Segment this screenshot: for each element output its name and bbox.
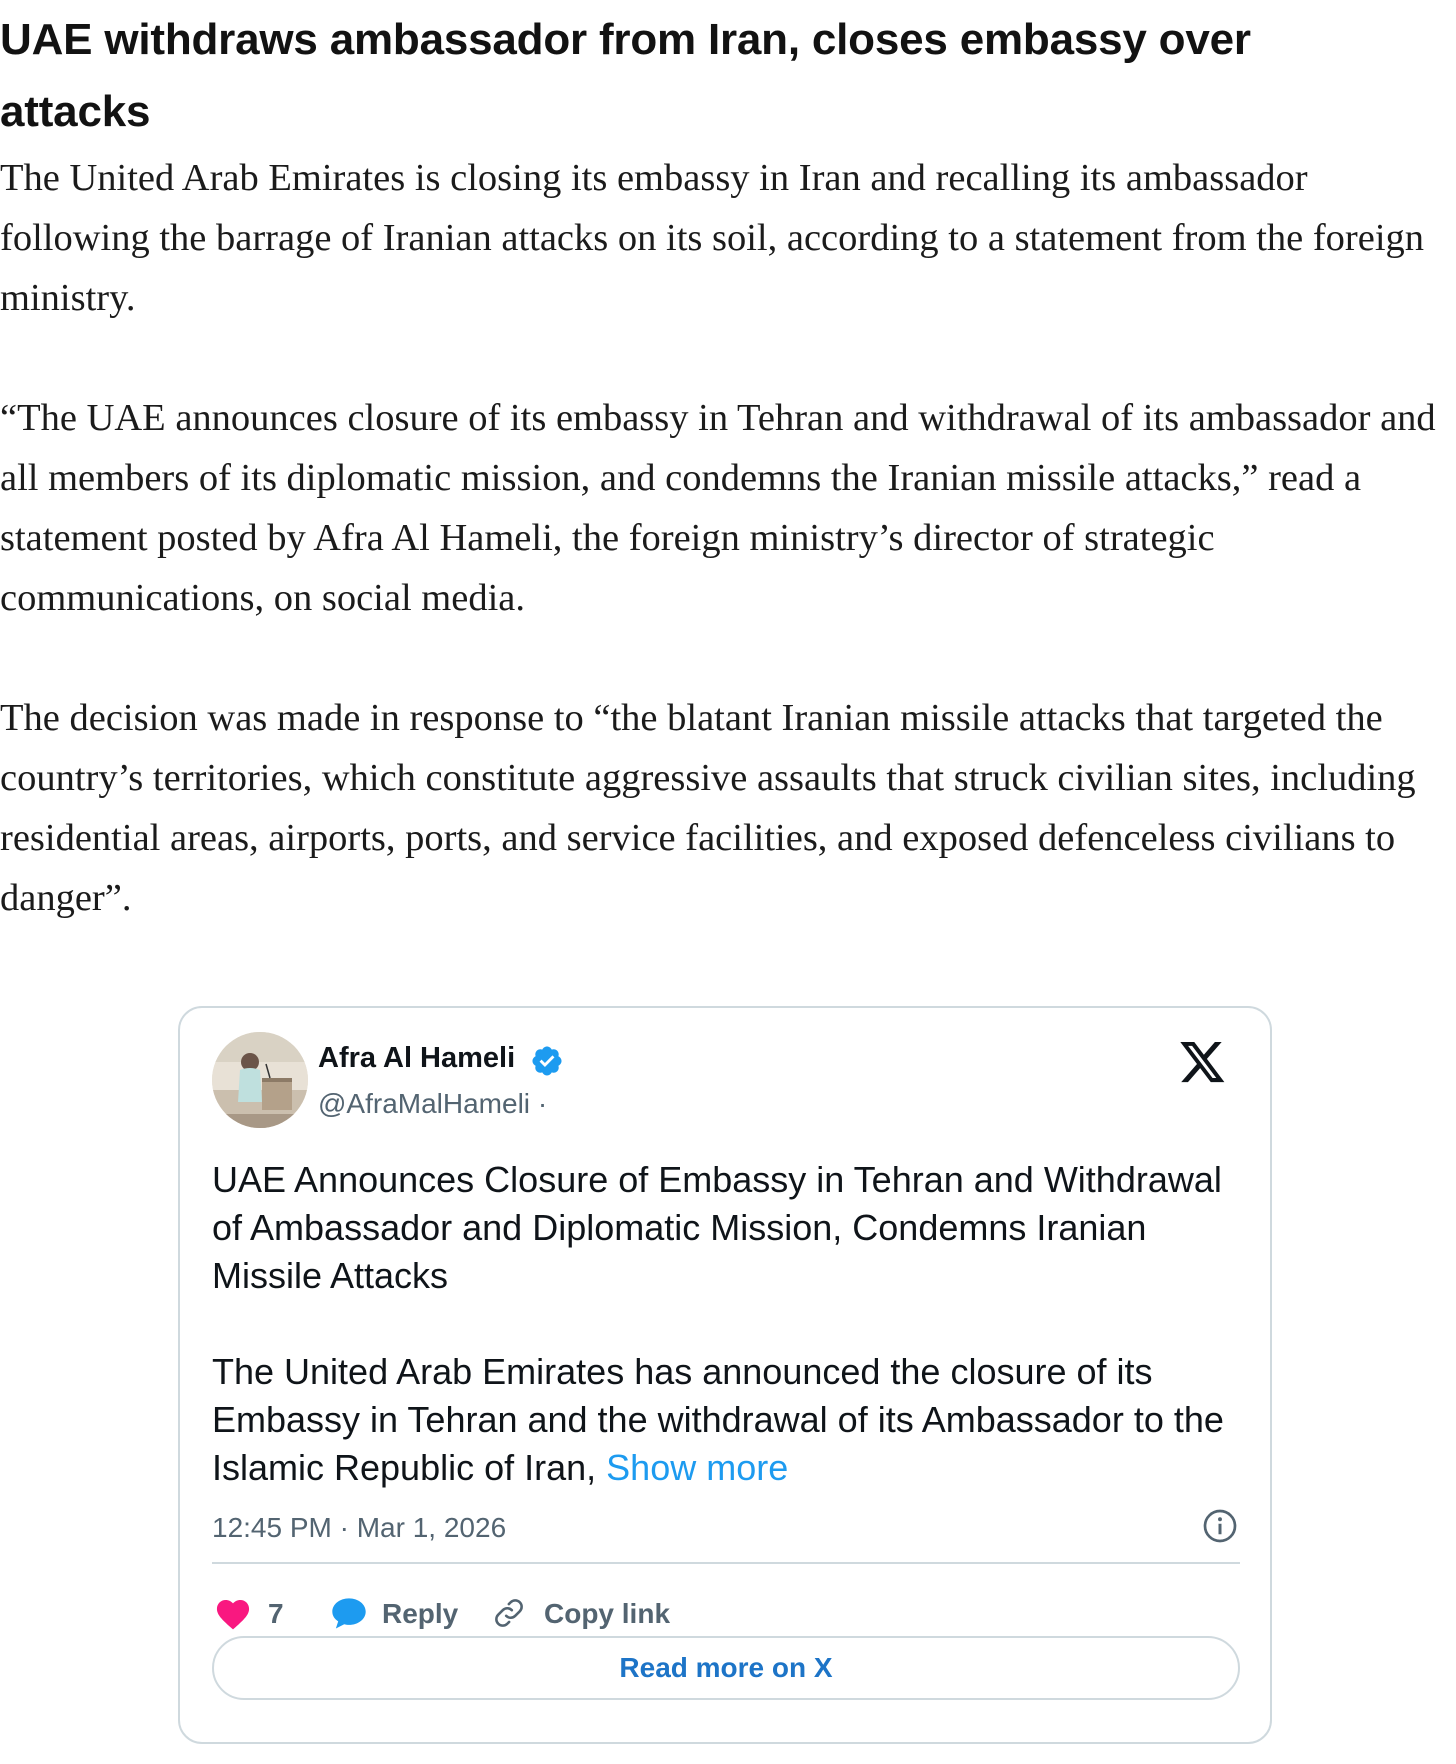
show-more-link[interactable]: Show more	[606, 1447, 789, 1488]
x-logo-icon[interactable]	[1180, 1042, 1226, 1084]
article-paragraph-1: The United Arab Emirates is closing its embassy in Iran and recalling its ambassador following the barrage of Iranian attacks on its soil, according to a statement from the foreign ministry.	[0, 157, 1425, 319]
verified-badge-icon	[530, 1044, 564, 1078]
article-paragraph-3: The decision was made in response to “the blatant Iranian missile attacks that targeted the country’s territories, which constitute aggressive assaults that struck civilian sites, including residential areas, airports, ports, and service facilities, and exposed defenceless civilians to danger”.	[0, 697, 1416, 919]
author-name[interactable]: Afra Al Hameli	[318, 1042, 516, 1074]
read-more-on-x-button[interactable]: Read more on X	[212, 1636, 1240, 1700]
like-button[interactable]	[212, 1588, 292, 1638]
tweet-text-title: UAE Announces Closure of Embassy in Tehran and Withdrawal of Ambassador and Diplomatic Mission, Condemns Iranian Missile Attacks	[212, 1159, 1222, 1296]
info-icon[interactable]	[1202, 1508, 1238, 1544]
reply-bubble-icon	[330, 1596, 368, 1630]
tweet-divider	[212, 1562, 1240, 1564]
author-handle[interactable]	[318, 1088, 547, 1120]
article-paragraph-2: “The UAE announces closure of its embassy in Tehran and withdrawal of its ambassador and all members of its diplomatic mission, and condemns the Iranian missile attacks,” read a statement posted by Afra Al Hameli, the foreign ministry’s director of strategic communications, on social media.	[0, 397, 1436, 619]
author-avatar[interactable]	[212, 1032, 308, 1128]
copy-link-button[interactable]	[492, 1588, 692, 1638]
embedded-tweet-card[interactable]	[178, 1006, 1272, 1744]
tweet-text	[212, 1156, 1252, 1492]
reply-button[interactable]	[326, 1588, 466, 1638]
tweet-text-body-wrap	[212, 1348, 1252, 1492]
tweet-actions	[212, 1588, 1252, 1638]
like-count: 7	[268, 1598, 284, 1629]
heart-icon	[214, 1596, 252, 1630]
author-handle-text[interactable]: @AfraMalHameli	[318, 1088, 531, 1119]
reply-label: Reply	[382, 1598, 459, 1629]
article-headline: UAE withdraws ambassador from Iran, closes embassy over attacks	[0, 15, 1251, 136]
link-icon	[492, 1596, 526, 1630]
avatar-photo	[212, 1032, 308, 1128]
handle-separator: ·	[537, 1088, 548, 1119]
copy-link-label: Copy link	[544, 1598, 671, 1629]
tweet-timestamp[interactable]: 12:45 PM · Mar 1, 2026	[212, 1512, 507, 1543]
tweet-text-body: The United Arab Emirates has announced the closure of its Embassy in Tehran and the withdrawal of its Ambassador to the Islamic Republic of Iran,	[212, 1351, 1224, 1488]
